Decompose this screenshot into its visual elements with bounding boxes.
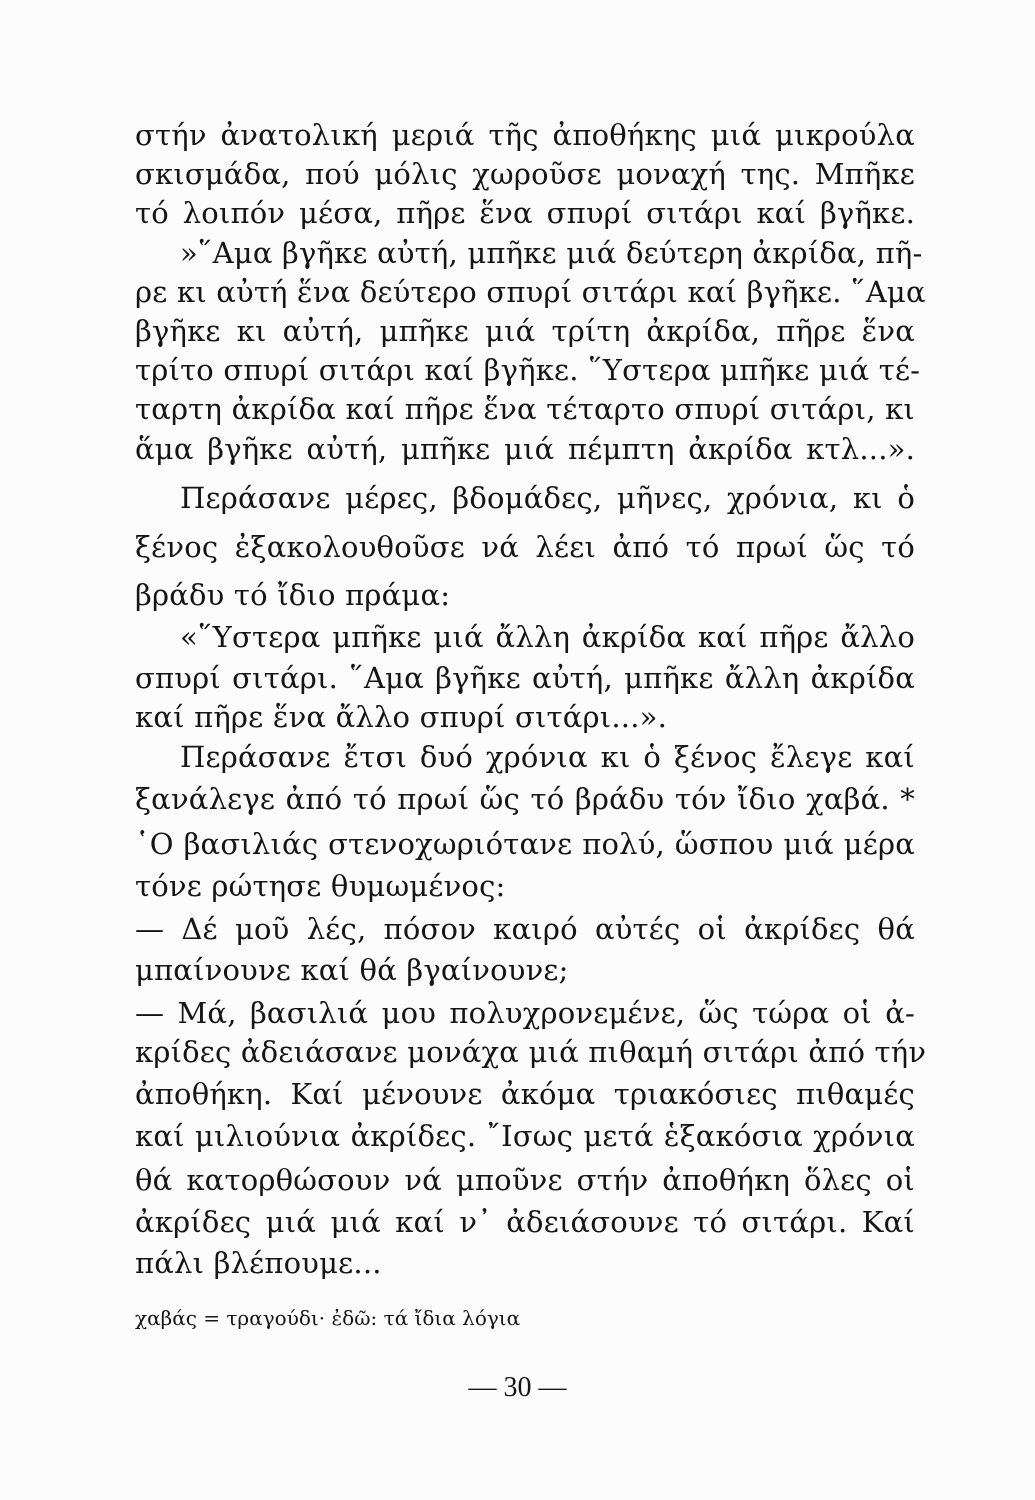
- page-number: — 30 —: [468, 1372, 567, 1403]
- text-line: ρε κι αὐτή ἕνα δεύτερο σπυρί σιτάρι καί βγῆκε. ῞Αμα: [135, 275, 926, 309]
- text-line: σκισμάδα, πού μόλις χωροῦσε μοναχή της. Μπῆκε: [135, 157, 915, 191]
- text-line: — Μά, βασιλιά μου πολυχρονεμένε, ὥς τώρα οἱ ἀ-: [135, 996, 915, 1030]
- text-line: βγῆκε κι αὐτή, μπῆκε μιά τρίτη ἀκρίδα, πῆρε ἕνα: [135, 314, 915, 348]
- text-line: καί πῆρε ἕνα ἄλλο σπυρί σιτάρι...».: [135, 700, 667, 734]
- text-line: ἀκρίδες μιά μιά καί ν᾿ ἀδειάσουνε τό σιτάρι. Καί: [135, 1205, 915, 1239]
- text-line: πάλι βλέπουμε...: [135, 1246, 382, 1280]
- text-line: τό λοιπόν μέσα, πῆρε ἕνα σπυρί σιτάρι καί βγῆκε.: [135, 196, 915, 230]
- footnote: χαβάς = τραγούδι· ἐδῶ: τά ἴδια λόγια: [135, 1306, 521, 1330]
- text-line: τρίτο σπυρί σιτάρι καί βγῆκε. ῞Υστερα μπῆκε μιά τέ-: [135, 353, 921, 387]
- text-line: «῞Υστερα μπῆκε μιά ἄλλη ἀκρίδα καί πῆρε ἄλλο: [180, 620, 915, 654]
- text-line: »῞Αμα βγῆκε αὐτή, μπῆκε μιά δεύτερη ἀκρίδα, πῆ-: [180, 236, 923, 270]
- text-line: ἀποθήκη. Καί μένουνε ἀκόμα τριακόσιες πιθαμές: [135, 1077, 915, 1111]
- text-line: ξανάλεγε ἀπό τό πρωί ὥς τό βράδυ τόν ἴδιο χαβά. *: [135, 782, 915, 816]
- text-line: ῾Ο βασιλιάς στενοχωριότανε πολύ, ὥσπου μιά μέρα: [135, 827, 915, 861]
- text-line: μπαίνουνε καί θά βγαίνουνε;: [135, 953, 569, 987]
- text-line: ξένος ἐξακολουθοῦσε νά λέει ἀπό τό πρωί ὥς τό: [135, 530, 915, 564]
- text-line: — Δέ μοῦ λές, πόσον καιρό αὐτές οἱ ἀκρίδες θά: [135, 912, 915, 946]
- text-line: καί μιλιούνια ἀκρίδες. ῎Ισως μετά ἑξακόσια χρόνια: [135, 1119, 915, 1153]
- text-line: στήν ἀνατολική μεριά τῆς ἀποθήκης μιά μικρούλα: [135, 118, 915, 152]
- text-line: Περάσανε μέρες, βδομάδες, μῆνες, χρόνια, κι ὁ: [180, 481, 915, 515]
- text-line: τόνε ρώτησε θυμωμένος:: [135, 869, 506, 903]
- text-line: βράδυ τό ἴδιο πράμα:: [135, 578, 451, 612]
- text-line: θά κατορθώσουν νά μποῦνε στήν ἀποθήκη ὅλες οἱ: [135, 1163, 915, 1197]
- text-line: ἅμα βγῆκε αὐτή, μπῆκε μιά πέμπτη ἀκρίδα κτλ...».: [135, 432, 915, 466]
- text-line: κρίδες ἀδειάσανε μονάχα μιά πιθαμή σιτάρι ἀπό τήν: [135, 1035, 927, 1069]
- text-line: σπυρί σιτάρι. ῞Αμα βγῆκε αὐτή, μπῆκε ἄλλη ἀκρίδα: [135, 661, 915, 695]
- text-line: ταρτη ἀκρίδα καί πῆρε ἕνα τέταρτο σπυρί σιτάρι, κι: [135, 392, 915, 426]
- text-line: Περάσανε ἔτσι δυό χρόνια κι ὁ ξένος ἔλεγε καί: [180, 740, 915, 774]
